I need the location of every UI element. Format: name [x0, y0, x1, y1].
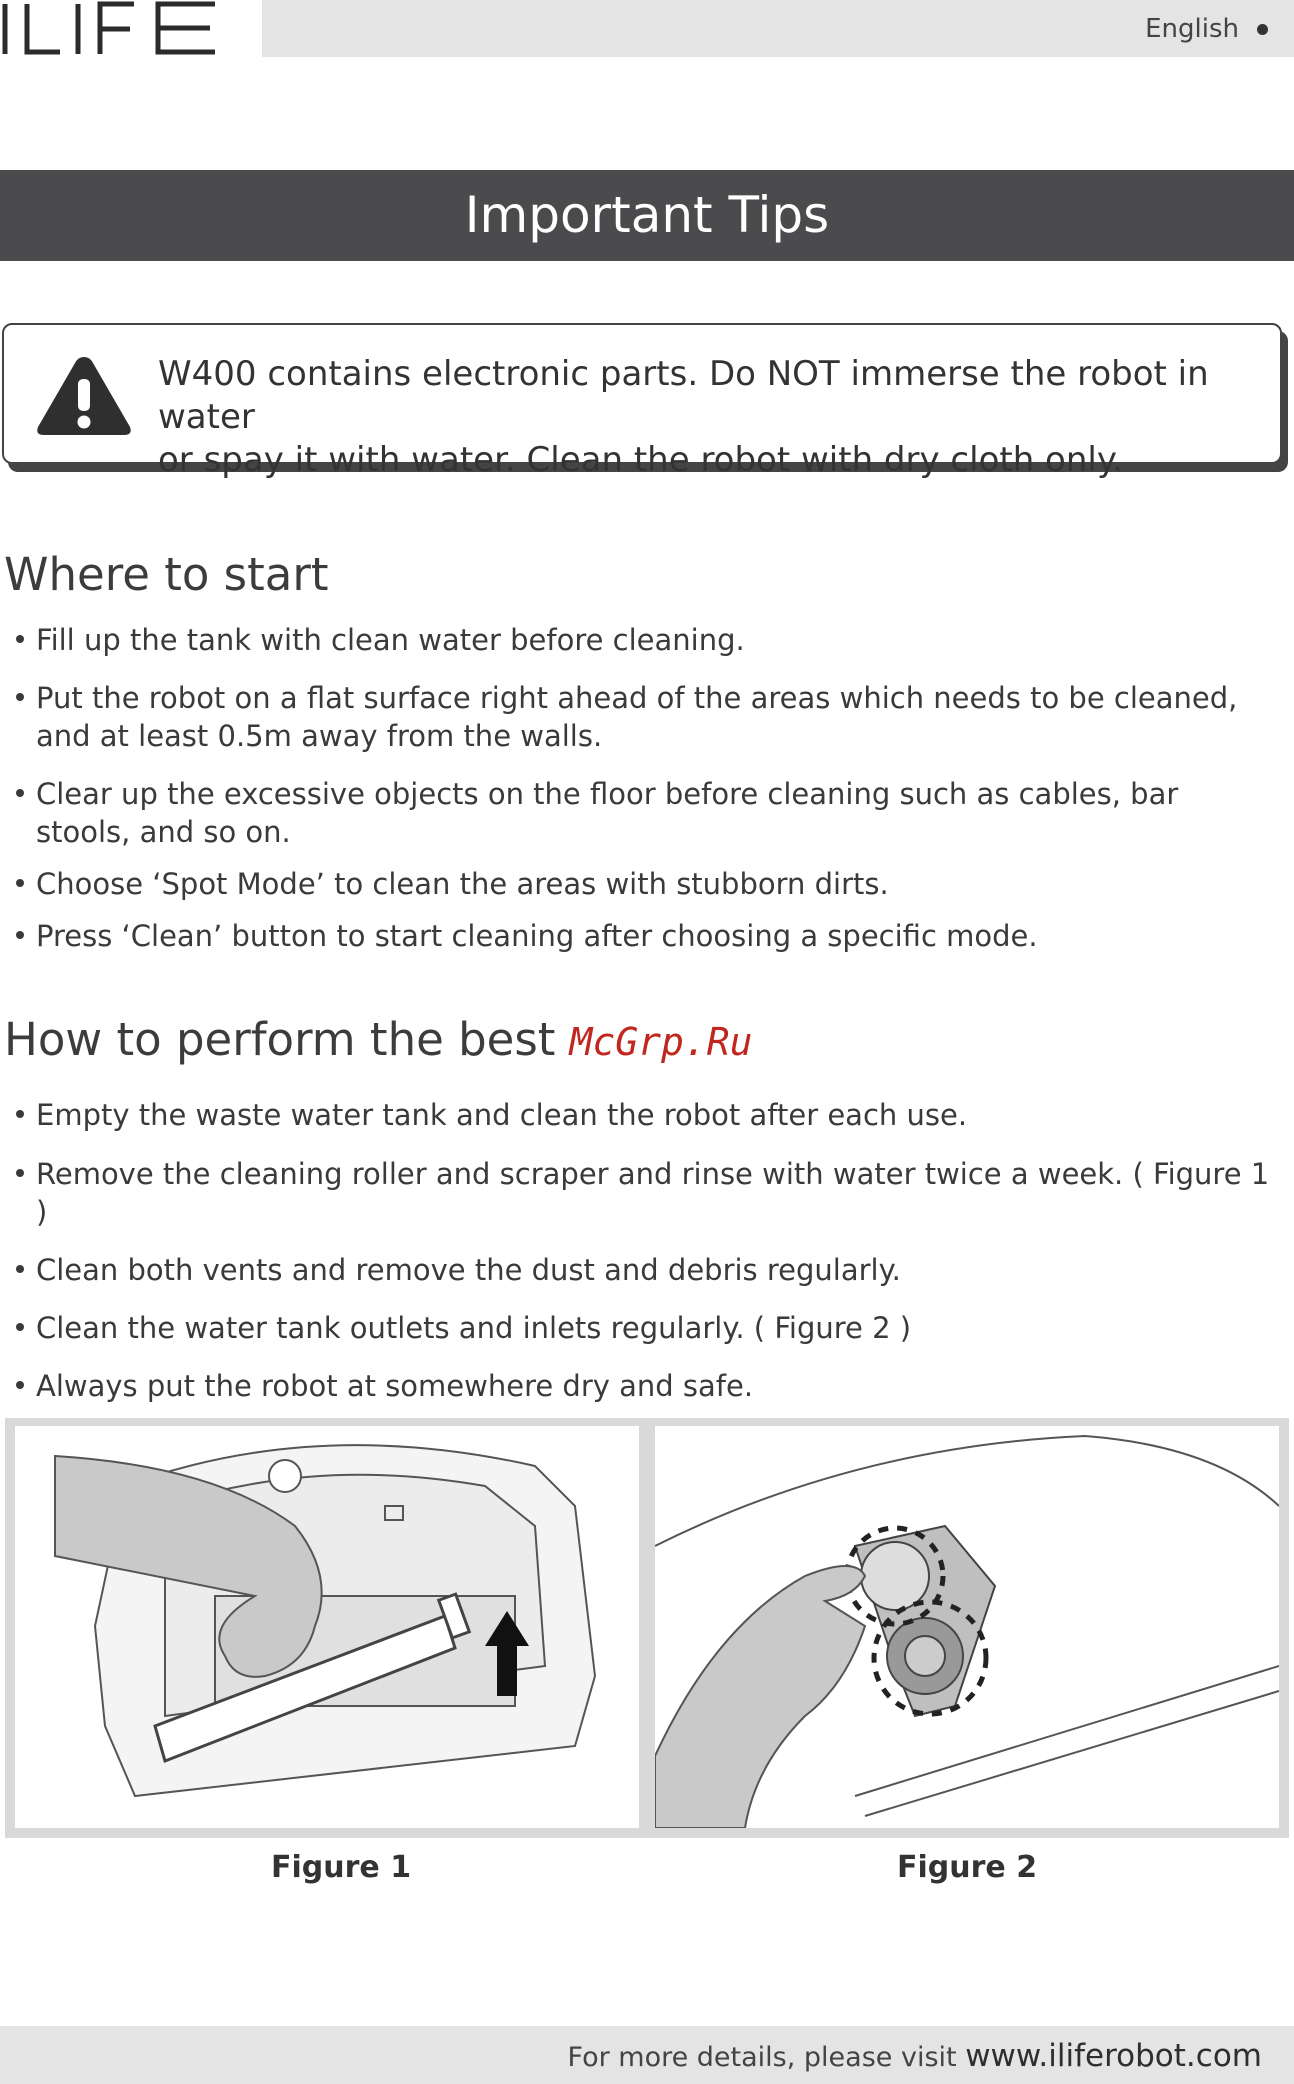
- list-item: Empty the waste water tank and clean the robot after each use.: [12, 1096, 1272, 1134]
- language-label: English: [1145, 14, 1239, 44]
- footer-bar: [0, 2026, 1294, 2084]
- warning-line-2: or spay it with water. Clean the robot with dry cloth only.: [158, 440, 1123, 480]
- website-link[interactable]: www.iliferobot.com: [965, 2038, 1262, 2074]
- figure-2-caption: Figure 2: [897, 1850, 1038, 1885]
- list-item: Fill up the tank with clean water before cleaning.: [12, 621, 1272, 659]
- how-to-perform-heading-text: How to perform the best: [4, 1013, 556, 1066]
- footer-text: [568, 2038, 1263, 2074]
- figure-1-image: [15, 1426, 639, 1828]
- list-item: Press ‘Clean’ button to start cleaning after choosing a specific mode.: [12, 917, 1272, 955]
- warning-line-1: W400 contains electronic parts. Do NOT immerse the robot in water: [158, 354, 1209, 437]
- how-to-perform-heading: [4, 1013, 752, 1066]
- how-to-perform-list: [12, 1096, 1272, 1405]
- list-item: Remove the cleaning roller and scraper and rinse with water twice a week. ( Figure 1 ): [12, 1155, 1272, 1231]
- language-dot-icon: [1257, 24, 1268, 35]
- where-to-start-heading: Where to start: [4, 548, 329, 601]
- page-title: Important Tips: [0, 170, 1294, 261]
- figure-1-caption: Figure 1: [271, 1850, 412, 1885]
- list-item: Put the robot on a flat surface right ahead of the areas which needs to be cleaned, and at least 0.5m away from the walls.: [12, 679, 1272, 755]
- where-to-start-list: [12, 621, 1272, 955]
- warning-text: [158, 353, 1258, 482]
- warning-box: [2, 323, 1282, 480]
- watermark: McGrp.Ru: [569, 1020, 753, 1064]
- warning-icon: [34, 351, 134, 441]
- list-item: Always put the robot at somewhere dry and safe.: [12, 1367, 1272, 1405]
- language-indicator[interactable]: [1145, 14, 1268, 44]
- list-item: Clean both vents and remove the dust and debris regularly.: [12, 1251, 1272, 1289]
- list-item: Clear up the excessive objects on the floor before cleaning such as cables, bar stools, and so on.: [12, 775, 1272, 851]
- list-item: Choose ‘Spot Mode’ to clean the areas with stubborn dirts.: [12, 865, 1272, 903]
- list-item: Clean the water tank outlets and inlets regularly. ( Figure 2 ): [12, 1309, 1272, 1347]
- header-bar: [262, 0, 1294, 57]
- footer-prefix: For more details, please visit: [567, 2042, 957, 2073]
- figure-2-image: [655, 1426, 1279, 1828]
- ilife-logo: [0, 0, 220, 60]
- figures-panel: [5, 1418, 1289, 1838]
